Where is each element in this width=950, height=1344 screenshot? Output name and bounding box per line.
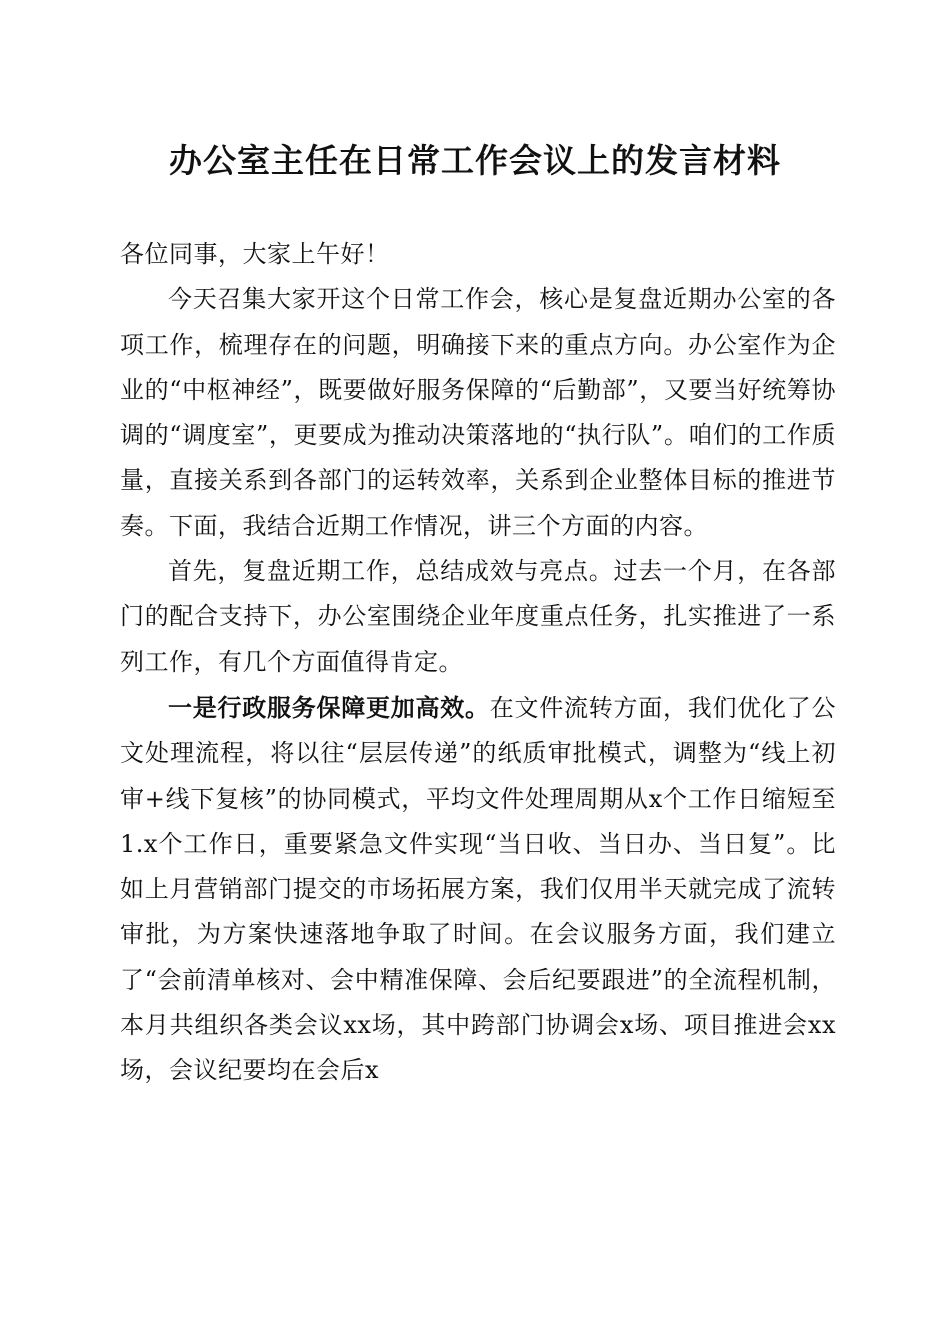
- greeting-line: 各位同事，大家上午好！: [120, 240, 390, 268]
- document-body: [120, 232, 836, 1094]
- document-title: 办公室主任在日常工作会议上的发言材料: [169, 141, 781, 180]
- paragraph-text: 在文件流转方面，我们优化了公文处理流程，将以往“层层传递”的纸质审批模式，调整为“线上初审+线下复核”的协同模式，平均文件处理周期从x个工作日缩短至1.x个工作日，重要紧急文件实现“当日收、当日办、当日复”。比如上月营销部门提交的市场拓展方案，我们仅用半天就完成了流转审批，为方案快速落地争取了时间。在会议服务方面，我们建立了“会前清单核对、会中精准保障、会后纪要跟进”的全流程机制，本月共组织各类会议xx场，其中跨部门协调会x场、项目推进会xx场，会议纪要均在会后x: [120, 693, 836, 1085]
- paragraph-text: 今天召集大家开这个日常工作会，核心是复盘近期办公室的各项工作，梳理存在的问题，明确接下来的重点方向。办公室作为企业的“中枢神经”，既要做好服务保障的“后勤部”，又要当好统筹协调的“调度室”，更要成为推动决策落地的“执行队”。咱们的工作质量，直接关系到各部门的运转效率，关系到企业整体目标的推进节奏。下面，我结合近期工作情况，讲三个方面的内容。: [120, 285, 836, 540]
- paragraph-point-one: [120, 685, 836, 1094]
- paragraph-review: [120, 549, 836, 685]
- paragraph-text: 首先，复盘近期工作，总结成效与亮点。过去一个月，在各部门的配合支持下，办公室围绕企业年度重点任务，扎实推进了一系列工作，有几个方面值得肯定。: [120, 557, 836, 676]
- paragraph-intro: [120, 277, 836, 549]
- paragraph-lead-heading: 一是行政服务保障更加高效。: [168, 692, 490, 722]
